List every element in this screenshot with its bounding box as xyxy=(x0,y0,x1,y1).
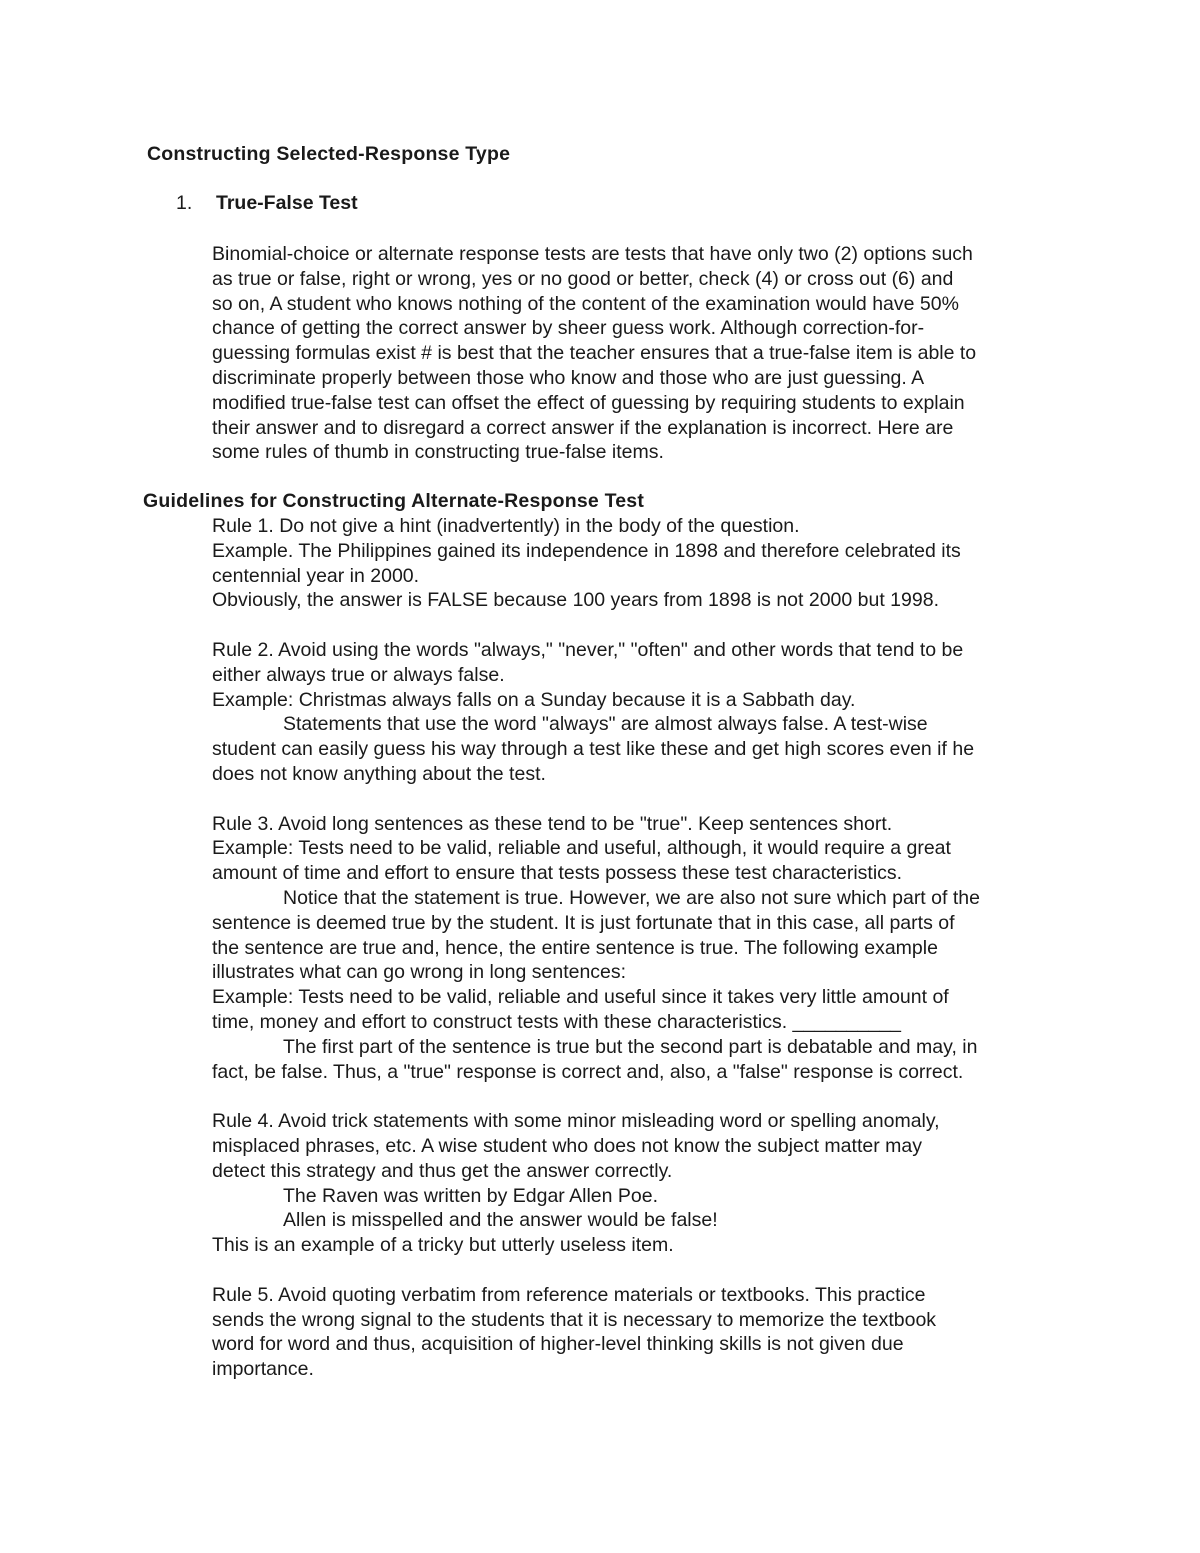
section-title: True-False Test xyxy=(216,192,358,214)
rule-line: word for word and thus, acquisition of higher-level thinking skills is not given due xyxy=(212,1333,904,1356)
intro-line: Binomial-choice or alternate response tests are tests that have only two (2) options such xyxy=(212,243,973,265)
intro-line: discriminate properly between those who know and those who are just guessing. A xyxy=(212,366,925,389)
rule-line: misplaced phrases, etc. A wise student who does not know the subject matter may xyxy=(212,1134,922,1157)
rule-line: Example: Tests need to be valid, reliable and useful, although, it would require a great xyxy=(212,837,951,860)
rule-line: Notice that the statement is true. However, we are also not sure which part of the xyxy=(283,886,980,909)
intro-paragraph xyxy=(212,242,1072,465)
rule-line: importance. xyxy=(212,1358,314,1381)
rule-line: Rule 4. Avoid trick statements with some minor misleading word or spelling anomaly, xyxy=(212,1110,940,1133)
intro-line: guessing formulas exist # is best that the teacher ensures that a true-false item is able to xyxy=(212,342,977,365)
rule-line: Rule 5. Avoid quoting verbatim from reference materials or textbooks. This practice xyxy=(212,1283,926,1306)
rule-1 xyxy=(212,514,1072,613)
guidelines-heading: Guidelines for Constructing Alternate-Response Test xyxy=(143,490,645,512)
paragraph-gap xyxy=(212,787,1072,812)
rule-line: sentence is deemed true by the student. It is just fortunate that in this case, all parts of xyxy=(212,911,955,934)
rule-line: The first part of the sentence is true but the second part is debatable and may, in xyxy=(283,1035,978,1058)
rules-list xyxy=(212,514,1072,1382)
document-title: Constructing Selected-Response Type xyxy=(147,143,511,165)
rule-line: fact, be false. Thus, a "true" response is correct and, also, a "false" response is correct. xyxy=(212,1060,964,1083)
rule-line: Example: Christmas always falls on a Sunday because it is a Sabbath day. xyxy=(212,688,856,711)
rule-line: centennial year in 2000. xyxy=(212,564,420,587)
rule-line: This is an example of a tricky but utterly useless item. xyxy=(212,1234,674,1257)
intro-line: modified true-false test can offset the effect of guessing by requiring students to explain xyxy=(212,391,965,414)
rule-line: Example: Tests need to be valid, reliable and useful since it takes very little amount of xyxy=(212,986,949,1009)
rule-line: illustrates what can go wrong in long sentences: xyxy=(212,961,627,984)
rule-line: Obviously, the answer is FALSE because 100 years from 1898 is not 2000 but 1998. xyxy=(212,589,939,612)
rule-line: Statements that use the word "always" are almost always false. A test-wise xyxy=(283,713,928,736)
rule-line: Example. The Philippines gained its independence in 1898 and therefore celebrated its xyxy=(212,539,961,562)
rule-4 xyxy=(212,1109,1072,1258)
paragraph-gap xyxy=(212,1084,1072,1109)
rule-line: time, money and effort to construct tests with these characteristics. __________ xyxy=(212,1010,902,1033)
rule-line: Rule 3. Avoid long sentences as these tend to be "true". Keep sentences short. xyxy=(212,812,893,835)
section-number: 1. xyxy=(176,192,193,214)
intro-line: chance of getting the correct answer by sheer guess work. Although correction-for- xyxy=(212,317,925,340)
rule-5 xyxy=(212,1283,1072,1382)
section-heading xyxy=(176,191,358,216)
rule-line: sends the wrong signal to the students that it is necessary to memorize the textbook xyxy=(212,1308,937,1331)
intro-line: so on, A student who knows nothing of the content of the examination would have 50% xyxy=(212,292,959,315)
rule-line: either always true or always false. xyxy=(212,663,505,686)
rule-line: does not know anything about the test. xyxy=(212,762,546,785)
paragraph-gap xyxy=(212,613,1072,638)
rule-line: the sentence are true and, hence, the entire sentence is true. The following example xyxy=(212,936,938,959)
paragraph-gap xyxy=(212,1258,1072,1283)
rule-2 xyxy=(212,638,1072,787)
intro-line: as true or false, right or wrong, yes or no good or better, check (4) or cross out (6) and xyxy=(212,267,954,290)
intro-line: some rules of thumb in constructing true-false items. xyxy=(212,441,664,464)
rule-line: amount of time and effort to ensure that tests possess these test characteristics. xyxy=(212,862,903,885)
rule-line: detect this strategy and thus get the answer correctly. xyxy=(212,1159,673,1182)
rule-line: Rule 2. Avoid using the words "always," "never," "often" and other words that tend to be xyxy=(212,638,964,661)
rule-3 xyxy=(212,812,1072,1085)
rule-line: Allen is misspelled and the answer would be false! xyxy=(283,1209,718,1232)
rule-line: The Raven was written by Edgar Allen Poe. xyxy=(283,1184,659,1207)
rule-line: student can easily guess his way through a test like these and get high scores even if he xyxy=(212,738,975,761)
rule-line: Rule 1. Do not give a hint (inadvertently) in the body of the question. xyxy=(212,515,800,537)
intro-line: their answer and to disregard a correct answer if the explanation is incorrect. Here are xyxy=(212,416,954,439)
